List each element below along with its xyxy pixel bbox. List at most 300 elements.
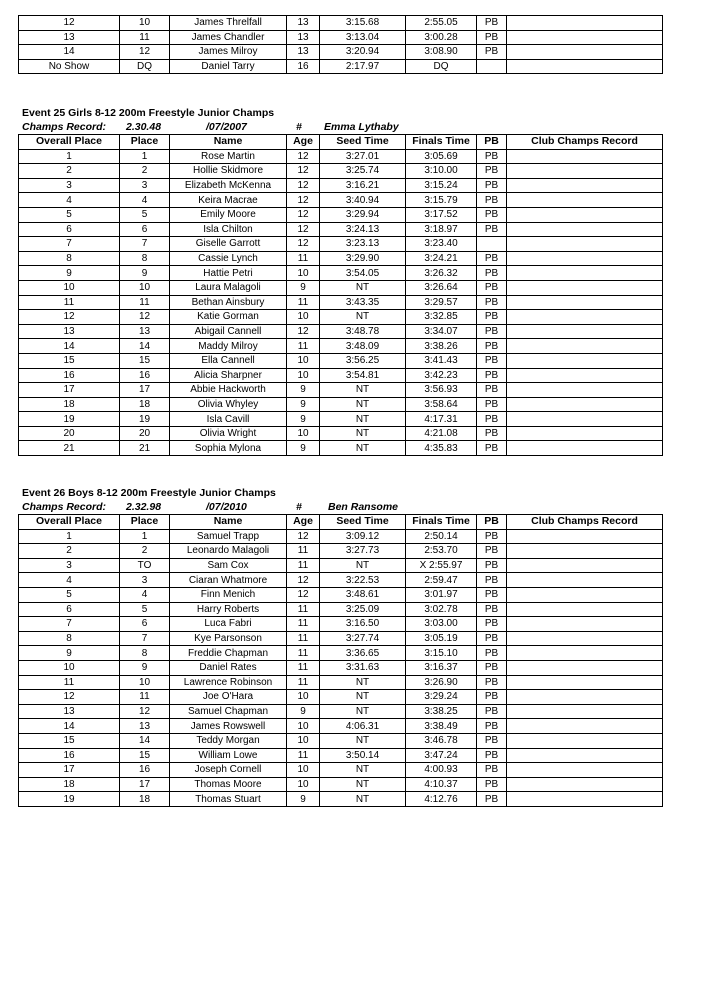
club-record-cell [507,59,663,74]
results-table [18,134,663,456]
seed-time-cell: NT [320,426,406,441]
name-cell: Freddie Chapman [170,646,287,661]
pb-cell: PB [477,748,507,763]
overall-place-cell: 12 [19,16,120,31]
age-cell: 11 [287,544,320,559]
overall-place-cell: 21 [19,441,120,456]
overall-place-cell: 13 [19,324,120,339]
age-cell: 10 [287,310,320,325]
overall-place-cell: 11 [19,295,120,310]
age-cell: 12 [287,529,320,544]
finals-time-cell: 3:46.78 [406,733,477,748]
age-cell: 10 [287,690,320,705]
seed-time-cell: 3:09.12 [320,529,406,544]
table-row [19,193,663,208]
pb-cell: PB [477,45,507,60]
pb-cell: PB [477,558,507,573]
overall-place-cell: 15 [19,733,120,748]
table-row [19,690,663,705]
finals-time-cell: 4:35.83 [406,441,477,456]
pb-cell: PB [477,675,507,690]
age-cell: 12 [287,164,320,179]
club-record-cell [507,178,663,193]
seed-time-cell: 3:36.65 [320,646,406,661]
name-cell: Joe O'Hara [170,690,287,705]
club-record-cell [507,30,663,45]
finals-time-cell: 3:08.90 [406,45,477,60]
pb-cell: PB [477,426,507,441]
seed-time-cell: 3:48.09 [320,339,406,354]
age-cell: 9 [287,792,320,807]
seed-time-cell: 3:25.74 [320,164,406,179]
seed-time-cell: NT [320,310,406,325]
club-record-cell [507,207,663,222]
pb-cell: PB [477,602,507,617]
pb-cell: PB [477,792,507,807]
finals-time-cell: 4:12.76 [406,792,477,807]
seed-time-cell: 3:23.13 [320,237,406,252]
overall-place-cell: 13 [19,30,120,45]
overall-place-cell: 18 [19,777,120,792]
overall-place-cell: 10 [19,660,120,675]
table-row [19,295,663,310]
overall-place-cell: 19 [19,792,120,807]
place-cell: 11 [120,30,170,45]
pb-cell: PB [477,368,507,383]
seed-time-cell: 3:20.94 [320,45,406,60]
name-cell: Rose Martin [170,149,287,164]
pb-cell: PB [477,383,507,398]
finals-time-cell: 3:15.79 [406,193,477,208]
club-record-cell [507,280,663,295]
seed-time-cell: 4:06.31 [320,719,406,734]
club-record-cell [507,353,663,368]
finals-time-cell: 3:05.69 [406,149,477,164]
overall-place-cell: 8 [19,251,120,266]
table-row [19,792,663,807]
finals-time-cell: DQ [406,59,477,74]
table-row [19,426,663,441]
seed-time-cell: 2:17.97 [320,59,406,74]
pb-cell: PB [477,690,507,705]
overall-place-cell: 15 [19,353,120,368]
column-header: Finals Time [406,515,477,530]
club-record-cell [507,587,663,602]
name-cell: Laura Malagoli [170,280,287,295]
place-cell: DQ [120,59,170,74]
place-cell: 2 [120,544,170,559]
seed-time-cell: 3:13.04 [320,30,406,45]
club-record-cell [507,602,663,617]
club-record-cell [507,397,663,412]
name-cell: William Lowe [170,748,287,763]
seed-time-cell: 3:16.50 [320,617,406,632]
pb-cell [477,237,507,252]
record-hash: # [296,121,302,133]
seed-time-cell: 3:15.68 [320,16,406,31]
table-row [19,164,663,179]
name-cell: Daniel Rates [170,660,287,675]
record-holder: Ben Ransome [328,501,399,513]
name-cell: Joseph Cornell [170,763,287,778]
table-row [19,59,663,74]
name-cell: James Milroy [170,45,287,60]
age-cell: 10 [287,353,320,368]
record-date: /07/2010 [206,501,247,513]
name-cell: Bethan Ainsbury [170,295,287,310]
finals-time-cell: 3:17.52 [406,207,477,222]
name-cell: Harry Roberts [170,602,287,617]
pb-cell: PB [477,164,507,179]
finals-time-cell: 4:21.08 [406,426,477,441]
place-cell: 17 [120,383,170,398]
column-header: Overall Place [19,135,120,150]
place-cell: 13 [120,719,170,734]
finals-time-cell: 2:50.14 [406,529,477,544]
pb-cell: PB [477,207,507,222]
header-row [19,515,663,530]
overall-place-cell: 14 [19,45,120,60]
age-cell: 12 [287,193,320,208]
pb-cell: PB [477,631,507,646]
table-row [19,529,663,544]
club-record-cell [507,383,663,398]
name-cell: James Rowswell [170,719,287,734]
seed-time-cell: NT [320,675,406,690]
age-cell: 9 [287,280,320,295]
club-record-cell [507,237,663,252]
table-row [19,266,663,281]
name-cell: Maddy Milroy [170,339,287,354]
finals-time-cell: 3:24.21 [406,251,477,266]
seed-time-cell: 3:25.09 [320,602,406,617]
club-record-cell [507,295,663,310]
club-record-cell [507,777,663,792]
club-record-cell [507,193,663,208]
place-cell: 9 [120,266,170,281]
overall-place-cell: 7 [19,237,120,252]
name-cell: Olivia Whyley [170,397,287,412]
pb-cell: PB [477,763,507,778]
place-cell: 20 [120,426,170,441]
header-row [19,135,663,150]
record-time: 2.32.98 [126,501,162,513]
finals-time-cell: 3:10.00 [406,164,477,179]
name-cell: Finn Menich [170,587,287,602]
pb-cell: PB [477,324,507,339]
finals-time-cell: 2:55.05 [406,16,477,31]
overall-place-cell: 2 [19,164,120,179]
column-header: Club Champs Record [507,515,663,530]
overall-place-cell: 1 [19,149,120,164]
table-row [19,237,663,252]
finals-time-cell: 3:26.32 [406,266,477,281]
pb-cell: PB [477,295,507,310]
overall-place-cell: 17 [19,763,120,778]
pb-cell: PB [477,719,507,734]
overall-place-cell: 5 [19,207,120,222]
overall-place-cell: 14 [19,719,120,734]
club-record-cell [507,646,663,661]
place-cell: 10 [120,675,170,690]
place-cell: TO [120,558,170,573]
finals-time-cell: 3:01.97 [406,587,477,602]
pb-cell: PB [477,617,507,632]
table-row [19,558,663,573]
pb-cell: PB [477,222,507,237]
name-cell: Hattie Petri [170,266,287,281]
place-cell: 1 [120,149,170,164]
place-cell: 21 [120,441,170,456]
overall-place-cell: 10 [19,280,120,295]
name-cell: Keira Macrae [170,193,287,208]
club-record-cell [507,310,663,325]
age-cell: 9 [287,383,320,398]
finals-time-cell: 3:56.93 [406,383,477,398]
overall-place-cell: 16 [19,368,120,383]
name-cell: Sam Cox [170,558,287,573]
table-row [19,16,663,31]
club-record-cell [507,704,663,719]
place-cell: 15 [120,748,170,763]
age-cell: 11 [287,631,320,646]
place-cell: 12 [120,310,170,325]
age-cell: 11 [287,602,320,617]
club-record-cell [507,149,663,164]
name-cell: Isla Chilton [170,222,287,237]
place-cell: 11 [120,690,170,705]
finals-time-cell: 3:34.07 [406,324,477,339]
age-cell: 10 [287,266,320,281]
table-row [19,544,663,559]
column-header: PB [477,135,507,150]
place-cell: 5 [120,207,170,222]
place-cell: 11 [120,295,170,310]
age-cell: 13 [287,30,320,45]
age-cell: 10 [287,426,320,441]
name-cell: Abigail Cannell [170,324,287,339]
seed-time-cell: 3:31.63 [320,660,406,675]
pb-cell: PB [477,310,507,325]
seed-time-cell: 3:29.90 [320,251,406,266]
age-cell: 13 [287,16,320,31]
finals-time-cell: 3:15.24 [406,178,477,193]
overall-place-cell: 7 [19,617,120,632]
place-cell: 7 [120,631,170,646]
finals-time-cell: X 2:55.97 [406,558,477,573]
club-record-cell [507,660,663,675]
age-cell: 13 [287,45,320,60]
overall-place-cell: 4 [19,193,120,208]
age-cell: 10 [287,777,320,792]
place-cell: 1 [120,529,170,544]
name-cell: Abbie Hackworth [170,383,287,398]
seed-time-cell: NT [320,412,406,427]
pb-cell: PB [477,777,507,792]
table-row [19,149,663,164]
table-row [19,646,663,661]
record-holder: Emma Lythaby [324,121,399,133]
finals-time-cell: 4:17.31 [406,412,477,427]
club-record-cell [507,792,663,807]
club-record-cell [507,631,663,646]
table-row [19,602,663,617]
name-cell: Isla Cavill [170,412,287,427]
club-record-cell [507,412,663,427]
place-cell: 19 [120,412,170,427]
club-record-cell [507,441,663,456]
age-cell: 11 [287,558,320,573]
finals-time-cell: 3:16.37 [406,660,477,675]
age-cell: 11 [287,646,320,661]
table-row [19,339,663,354]
place-cell: 10 [120,280,170,295]
overall-place-cell: 13 [19,704,120,719]
club-record-cell [507,266,663,281]
table-row [19,675,663,690]
club-record-cell [507,573,663,588]
club-record-cell [507,368,663,383]
place-cell: 3 [120,178,170,193]
pb-cell: PB [477,178,507,193]
club-record-cell [507,426,663,441]
pb-cell: PB [477,529,507,544]
finals-time-cell: 3:38.25 [406,704,477,719]
finals-time-cell: 3:26.90 [406,675,477,690]
pb-cell: PB [477,353,507,368]
overall-place-cell: 11 [19,675,120,690]
seed-time-cell: NT [320,690,406,705]
age-cell: 9 [287,441,320,456]
age-cell: 11 [287,339,320,354]
overall-place-cell: 4 [19,573,120,588]
seed-time-cell: NT [320,397,406,412]
age-cell: 10 [287,763,320,778]
column-header: Seed Time [320,515,406,530]
seed-time-cell: 3:22.53 [320,573,406,588]
age-cell: 16 [287,59,320,74]
club-record-cell [507,544,663,559]
place-cell: 14 [120,339,170,354]
name-cell: Emily Moore [170,207,287,222]
table-row [19,368,663,383]
finals-time-cell: 3:42.23 [406,368,477,383]
finals-time-cell: 3:29.57 [406,295,477,310]
place-cell: 13 [120,324,170,339]
name-cell: Thomas Moore [170,777,287,792]
pb-cell: PB [477,339,507,354]
finals-time-cell: 4:00.93 [406,763,477,778]
column-header: Overall Place [19,515,120,530]
club-record-cell [507,324,663,339]
age-cell: 9 [287,397,320,412]
overall-place-cell: No Show [19,59,120,74]
pb-cell: PB [477,149,507,164]
pb-cell: PB [477,660,507,675]
finals-time-cell: 3:15.10 [406,646,477,661]
finals-time-cell: 3:38.26 [406,339,477,354]
age-cell: 10 [287,719,320,734]
club-record-cell [507,763,663,778]
name-cell: Luca Fabri [170,617,287,632]
finals-time-cell: 3:47.24 [406,748,477,763]
pb-cell: PB [477,280,507,295]
finals-time-cell: 3:18.97 [406,222,477,237]
results-table [18,15,663,74]
table-row [19,30,663,45]
seed-time-cell: NT [320,733,406,748]
place-cell: 4 [120,193,170,208]
age-cell: 10 [287,733,320,748]
table-row [19,748,663,763]
overall-place-cell: 17 [19,383,120,398]
age-cell: 10 [287,368,320,383]
seed-time-cell: NT [320,280,406,295]
club-record-cell [507,16,663,31]
place-cell: 12 [120,704,170,719]
table-row [19,397,663,412]
age-cell: 9 [287,412,320,427]
record-date: /07/2007 [206,121,247,133]
name-cell: James Threlfall [170,16,287,31]
seed-time-cell: NT [320,441,406,456]
event-26-results [18,514,663,807]
column-header: PB [477,515,507,530]
age-cell: 12 [287,324,320,339]
club-record-cell [507,222,663,237]
name-cell: Hollie Skidmore [170,164,287,179]
table-row [19,631,663,646]
age-cell: 11 [287,748,320,763]
club-record-cell [507,748,663,763]
overall-place-cell: 8 [19,631,120,646]
pb-cell: PB [477,16,507,31]
seed-time-cell: NT [320,763,406,778]
overall-place-cell: 3 [19,178,120,193]
pb-cell: PB [477,544,507,559]
club-record-cell [507,45,663,60]
name-cell: Olivia Wright [170,426,287,441]
name-cell: Sophia Mylona [170,441,287,456]
event-26-title: Event 26 Boys 8-12 200m Freestyle Junior Champs [22,487,276,499]
name-cell: Samuel Chapman [170,704,287,719]
age-cell: 11 [287,617,320,632]
name-cell: Ella Cannell [170,353,287,368]
previous-event-results [18,15,663,74]
results-table [18,514,663,807]
pb-cell: PB [477,441,507,456]
column-header: Name [170,515,287,530]
place-cell: 4 [120,587,170,602]
club-record-cell [507,719,663,734]
place-cell: 9 [120,660,170,675]
place-cell: 16 [120,368,170,383]
finals-time-cell: 3:38.49 [406,719,477,734]
pb-cell: PB [477,193,507,208]
overall-place-cell: 6 [19,222,120,237]
age-cell: 11 [287,295,320,310]
table-row [19,441,663,456]
seed-time-cell: NT [320,383,406,398]
name-cell: Kye Parsonson [170,631,287,646]
place-cell: 18 [120,792,170,807]
finals-time-cell: 3:05.19 [406,631,477,646]
overall-place-cell: 9 [19,646,120,661]
age-cell: 12 [287,237,320,252]
seed-time-cell: 3:48.78 [320,324,406,339]
name-cell: Elizabeth McKenna [170,178,287,193]
overall-place-cell: 12 [19,690,120,705]
